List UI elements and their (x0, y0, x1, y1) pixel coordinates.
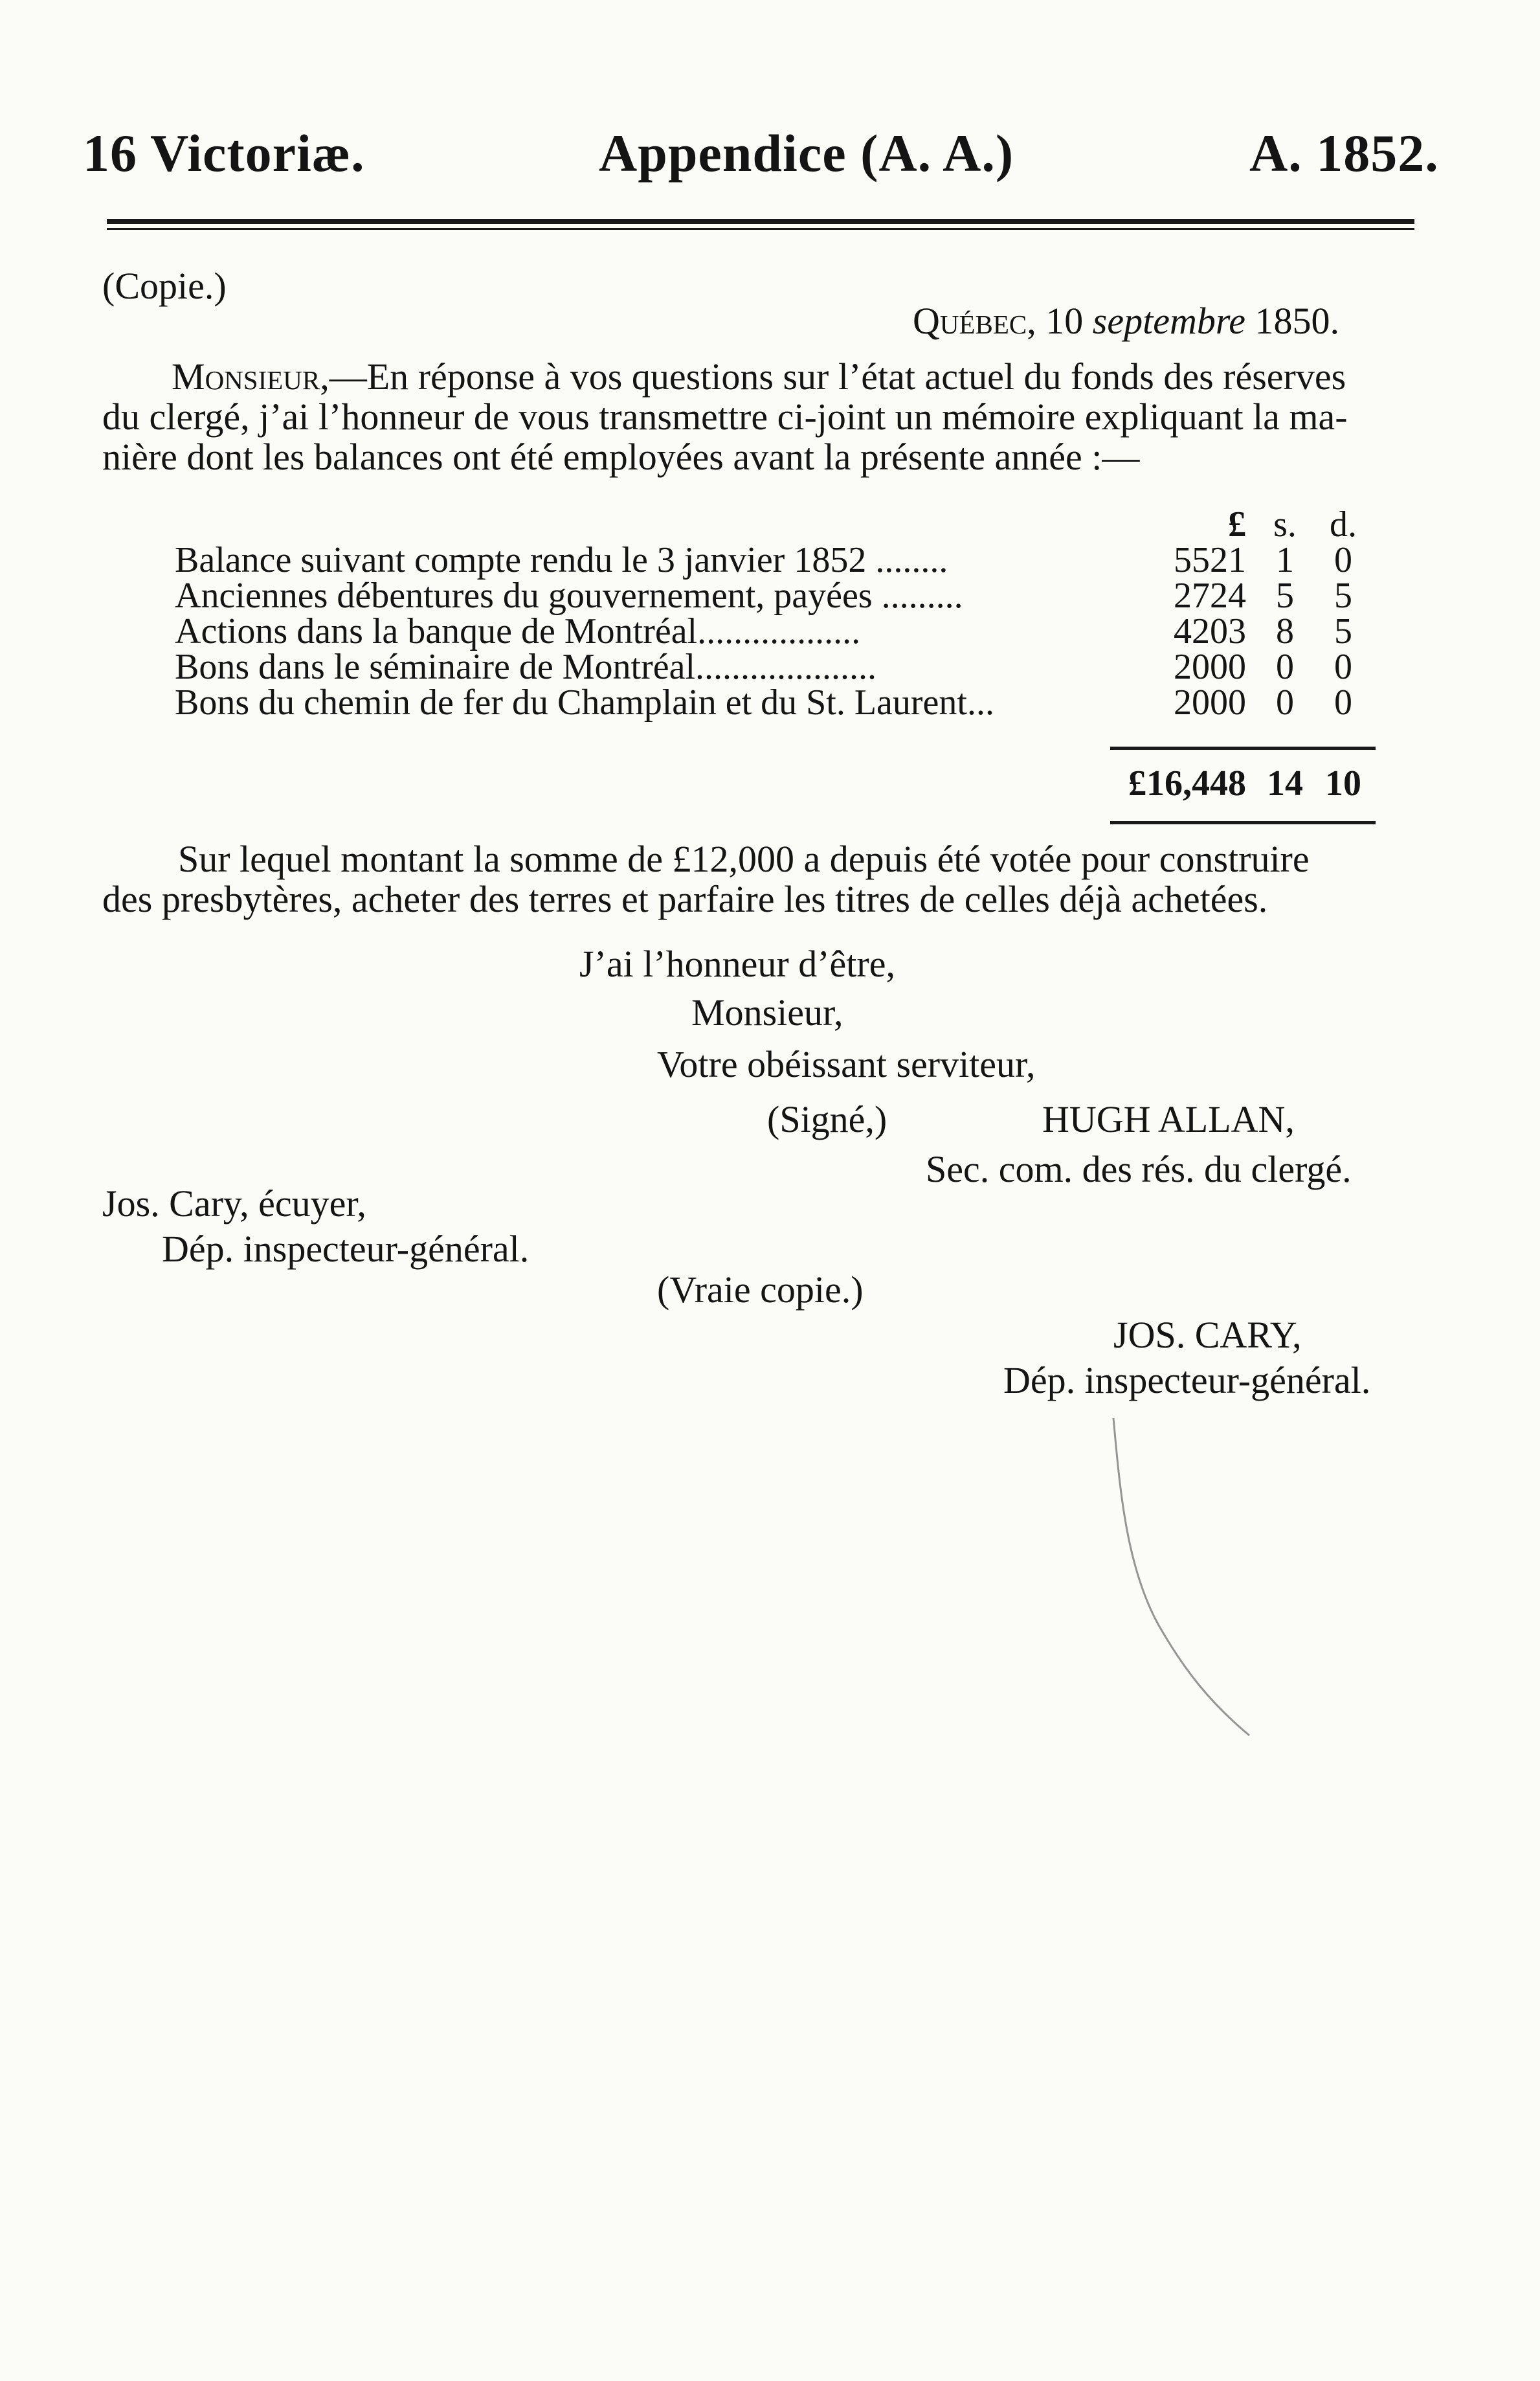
col-header-shillings: s. (1273, 504, 1297, 545)
valediction-line-3: Votre obéissant serviteur, (657, 1043, 1036, 1085)
dateline (913, 299, 1339, 343)
signatory-title: Sec. com. des rés. du clergé. (926, 1148, 1352, 1190)
true-copy-title: Dép. inspecteur-général. (1003, 1359, 1371, 1401)
table-row-shillings: 0 (1276, 683, 1294, 723)
table-row-label: Bons dans le séminaire de Montréal.................... (175, 647, 877, 687)
table-row-pence: 0 (1334, 647, 1352, 687)
salutation: Monsieur, (172, 355, 329, 398)
header-right: A. 1852. (1249, 124, 1439, 183)
addressee-name: Jos. Cary, écuyer, (102, 1182, 366, 1224)
table-row-pence: 0 (1334, 540, 1352, 580)
total-pence: 10 (1325, 763, 1361, 804)
signatory-name: HUGH ALLAN, (1042, 1098, 1295, 1140)
col-header-pounds: £ (1228, 504, 1246, 545)
table-row-pounds: 5521 (1174, 540, 1246, 580)
total-shillings: 14 (1267, 763, 1303, 804)
table-row-pence: 0 (1334, 683, 1352, 723)
sum-rule-top (1110, 747, 1376, 750)
closing-line-1: Sur lequel montant la somme de £12,000 a depuis été votée pour construire (178, 838, 1310, 880)
table-row-pence: 5 (1334, 611, 1352, 651)
table-row-shillings: 0 (1276, 647, 1294, 687)
col-header-pence: d. (1330, 504, 1357, 545)
dateline-month: septembre (1092, 300, 1246, 342)
header-center: Appendice (A. A.) (599, 124, 1014, 183)
table-row-label: Balance suivant compte rendu le 3 janvier 1852 ........ (175, 540, 948, 580)
table-row-label: Anciennes débentures du gouvernement, payées ......... (175, 576, 963, 616)
copy-marker: (Copie.) (102, 265, 227, 307)
table-row-shillings: 1 (1276, 540, 1294, 580)
true-copy-name: JOS. CARY, (1113, 1314, 1302, 1356)
header-left: 16 Victoriæ. (83, 124, 365, 183)
table-row-pounds: 4203 (1174, 611, 1246, 651)
valediction-line-1: J’ai l’honneur d’être, (579, 943, 895, 985)
table-row-label: Actions dans la banque de Montréal.................. (175, 611, 861, 651)
sum-rule-bottom (1110, 821, 1376, 824)
header-rule-thick (107, 219, 1414, 224)
addressee-title: Dép. inspecteur-général. (162, 1228, 530, 1270)
signed-marker: (Signé,) (767, 1098, 887, 1140)
table-row-label: Bons du chemin de fer du Champlain et du St. Laurent... (175, 683, 994, 723)
table-row-pence: 5 (1334, 576, 1352, 616)
intro-line-2: du clergé, j’ai l’honneur de vous transmettre ci-joint un mémoire expliquant la ma- (102, 396, 1348, 438)
pencil-mark (1100, 1412, 1295, 1748)
total-pounds: £16,448 (1128, 763, 1246, 804)
table-row-pounds: 2000 (1174, 647, 1246, 687)
true-copy-marker: (Vraie copie.) (657, 1269, 864, 1311)
intro-line-3: nière dont les balances ont été employées avant la présente année :— (102, 436, 1140, 478)
header-rule-thin (107, 228, 1414, 230)
closing-line-2: des presbytères, acheter des terres et parfaire les titres de celles déjà achetées. (102, 878, 1268, 920)
dateline-place: Québec, (913, 300, 1036, 342)
dateline-day: 10 (1045, 300, 1084, 342)
dateline-year: 1850. (1255, 300, 1340, 342)
table-row-pounds: 2000 (1174, 683, 1246, 723)
intro-text-1: —En réponse à vos questions sur l’état actuel du fonds des réserves (329, 355, 1346, 398)
intro-line-1 (172, 355, 1346, 398)
table-row-shillings: 5 (1276, 576, 1294, 616)
table-row-shillings: 8 (1276, 611, 1294, 651)
table-row-pounds: 2724 (1174, 576, 1246, 616)
valediction-line-2: Monsieur, (691, 991, 843, 1033)
